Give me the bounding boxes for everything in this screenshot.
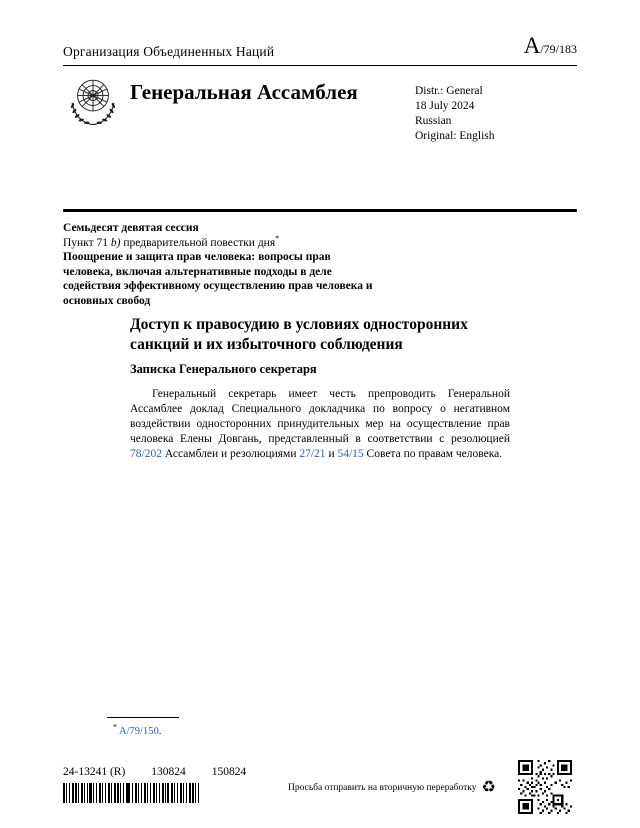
main-title: Доступ к правосудию в условиях односторонних санкций и их избыточного соблюдения: [130, 316, 468, 353]
assembly-title: Генеральная Ассамблея: [130, 80, 358, 104]
footnote-marker: *: [113, 722, 117, 732]
agenda-item-footnote-marker: *: [275, 233, 280, 243]
para-text-4: Совета по правам человека.: [363, 448, 503, 460]
doc-code-1: 130824: [151, 766, 186, 778]
agenda-item-suffix: предварительной повестки дня: [120, 236, 276, 249]
symbol-letter: A: [523, 33, 541, 58]
header-rule-thick: [63, 209, 577, 212]
symbol-number: /79/183: [540, 42, 577, 56]
doc-id: 24-13241 (R): [63, 766, 126, 778]
header-rule-thin: [63, 65, 577, 66]
footnote: [113, 722, 162, 737]
footnote-separator: [107, 717, 179, 718]
footnote-period: .: [158, 726, 162, 737]
distr-block: [415, 84, 495, 144]
barcode: [63, 783, 199, 803]
document-symbol: [524, 33, 577, 59]
session-block: [63, 221, 375, 308]
recycle-icon: ♻: [481, 779, 496, 796]
agenda-item-letter: b): [110, 236, 121, 249]
body-paragraph: [130, 387, 510, 462]
note-subtitle: Записка Генерального секретаря: [130, 362, 317, 376]
distr-line: Distr.: General: [415, 85, 483, 97]
session-title: Семьдесят девятая сессия: [63, 222, 199, 234]
recycle-note: [288, 780, 496, 796]
original-line: Original: English: [415, 130, 495, 142]
para-text-2: Ассамблеи и резолюциями: [161, 448, 300, 460]
agenda-topic: Поощрение и защита прав человека: вопросы прав человека, включая альтернативные подходы в деле содействия эффективному осуществлению прав человека и основных свобод: [63, 251, 373, 307]
doc-id-line: [63, 766, 272, 778]
agenda-item-prefix: Пункт 71: [63, 236, 111, 249]
recycle-text: Просьба отправить на вторичную переработку: [288, 783, 477, 793]
footnote-link[interactable]: A/79/150: [119, 726, 159, 737]
para-text-3: и: [325, 448, 338, 460]
resolution-link-54-15[interactable]: 54/15: [337, 448, 364, 460]
resolution-link-78-202[interactable]: 78/202: [130, 448, 162, 460]
org-name: Организация Объединенных Наций: [63, 44, 275, 59]
para-text-1: Генеральный секретарь имеет честь препроводить Генеральной Ассамблее доклад Специального докладчика по вопросу о негативном воздействии односторонних принудительных мер на осуществление прав человека Елены Довгань, представленный в соответствии с резолюцией: [130, 388, 510, 445]
agenda-item: [63, 233, 375, 251]
resolution-link-27-21[interactable]: 27/21: [299, 448, 326, 460]
doc-code-2: 150824: [211, 766, 247, 778]
date-line: 18 July 2024: [415, 100, 475, 112]
language-line: Russian: [415, 115, 452, 127]
un-emblem-icon: [64, 72, 122, 135]
qr-code: [518, 760, 572, 819]
